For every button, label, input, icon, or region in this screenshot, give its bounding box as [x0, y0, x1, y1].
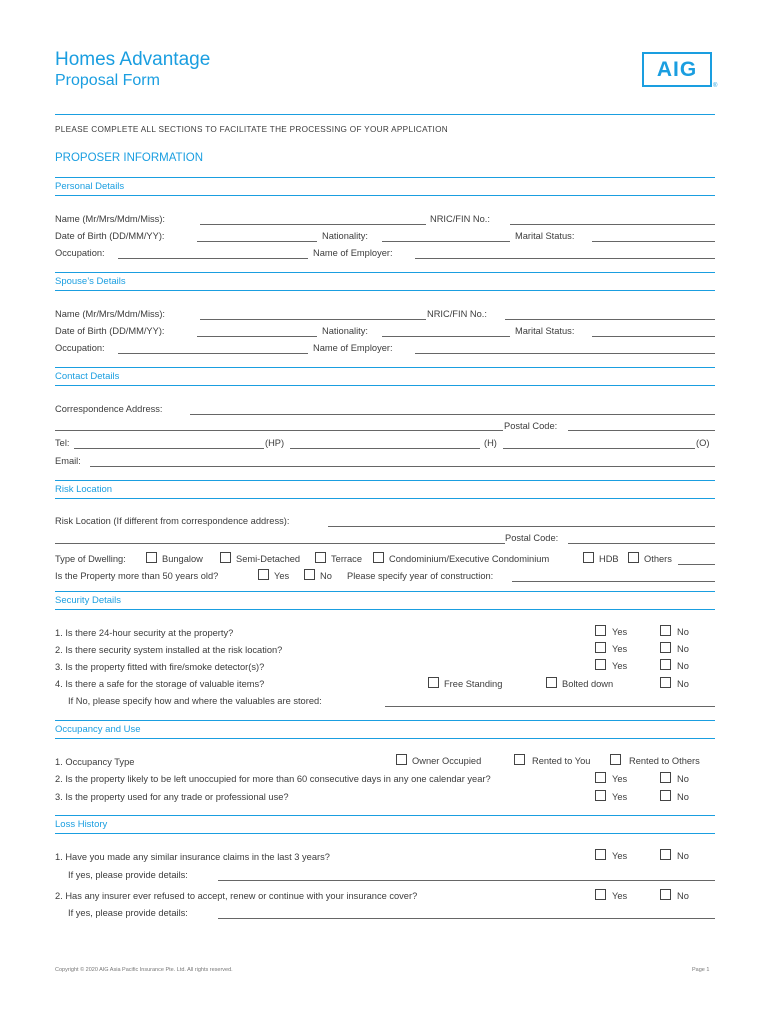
spouse-marital-field[interactable] [592, 336, 715, 337]
bolted-down-checkbox[interactable] [546, 677, 557, 688]
yes-label: Yes [274, 571, 290, 581]
property-age-no-checkbox[interactable] [304, 569, 315, 580]
email-label: Email: [55, 456, 81, 466]
yes-label: Yes [612, 792, 628, 802]
no-label: No [677, 792, 689, 802]
o-label: (O) [696, 438, 710, 448]
occupancy-q3-no-checkbox[interactable] [660, 790, 671, 801]
no-label: No [677, 679, 689, 689]
registered-mark: ® [713, 83, 718, 89]
h-label: (H) [484, 438, 497, 448]
tel-hp-field[interactable] [74, 448, 264, 449]
email-field[interactable] [90, 466, 715, 467]
security-question-1: 1. Is there 24-hour security at the property? [55, 628, 234, 638]
address-field[interactable] [190, 414, 715, 415]
name-field[interactable] [200, 224, 426, 225]
page-number: Page 1 [692, 967, 710, 973]
rented-to-others-label: Rented to Others [629, 756, 700, 766]
spouse-nationality-field[interactable] [382, 336, 510, 337]
no-label: No [320, 571, 332, 581]
name-label: Name (Mr/Mrs/Mdm/Miss): [55, 214, 166, 224]
loss-details-1-label: If yes, please provide details: [68, 870, 188, 880]
instruction-text: PLEASE COMPLETE ALL SECTIONS TO FACILITATE THE PROCESSING OF YOUR APPLICATION [55, 125, 448, 134]
property-age-question: Is the Property more than 50 years old? [55, 571, 219, 581]
spouse-marital-label: Marital Status: [515, 326, 575, 336]
occupation-field[interactable] [118, 258, 308, 259]
construction-year-label: Please specify year of construction: [347, 571, 494, 581]
occupancy-q3-yes-checkbox[interactable] [595, 790, 606, 801]
condominium-label: Condominium/Executive Condominium [389, 554, 550, 564]
spouse-occupation-field[interactable] [118, 353, 308, 354]
nric-field[interactable] [510, 224, 715, 225]
divider [55, 591, 715, 592]
free-standing-checkbox[interactable] [428, 677, 439, 688]
tel-label: Tel: [55, 438, 70, 448]
dob-field[interactable] [197, 241, 317, 242]
risk-location-field-line2[interactable] [55, 543, 505, 544]
others-checkbox[interactable] [628, 552, 639, 563]
nationality-label: Nationality: [322, 231, 368, 241]
spouse-employer-label: Name of Employer: [313, 343, 393, 353]
aig-logo: AIG [642, 52, 712, 87]
loss-q2-yes-checkbox[interactable] [595, 889, 606, 900]
loss-q1-yes-checkbox[interactable] [595, 849, 606, 860]
form-title: Homes Advantage [55, 49, 211, 70]
no-label: No [677, 891, 689, 901]
risk-postal-field[interactable] [568, 543, 715, 544]
others-label: Others [644, 554, 672, 564]
spouse-details-heading: Spouse’s Details [55, 276, 126, 287]
occupancy-heading: Occupancy and Use [55, 724, 141, 735]
occupancy-question-3: 3. Is the property used for any trade or professional use? [55, 792, 289, 802]
spouse-occupation-label: Occupation: [55, 343, 105, 353]
valuables-specify-field[interactable] [385, 706, 715, 707]
yes-label: Yes [612, 644, 628, 654]
employer-field[interactable] [415, 258, 715, 259]
owner-occupied-label: Owner Occupied [412, 756, 482, 766]
divider [55, 272, 715, 273]
spouse-name-field[interactable] [200, 319, 426, 320]
dwelling-label: Type of Dwelling: [55, 554, 126, 564]
divider [55, 720, 715, 721]
spouse-employer-field[interactable] [415, 353, 715, 354]
proposer-information-heading: PROPOSER INFORMATION [55, 152, 204, 164]
loss-question-1: 1. Have you made any similar insurance claims in the last 3 years? [55, 852, 330, 862]
loss-question-2: 2. Has any insurer ever refused to accept, renew or continue with your insurance cover? [55, 891, 418, 901]
rented-to-you-label: Rented to You [532, 756, 591, 766]
occupancy-question-2: 2. Is the property likely to be left unoccupied for more than 60 consecutive days in any one calendar year? [55, 774, 491, 784]
loss-details-2-label: If yes, please provide details: [68, 908, 188, 918]
hdb-checkbox[interactable] [583, 552, 594, 563]
security-q4-no-checkbox[interactable] [660, 677, 671, 688]
divider [55, 195, 715, 196]
loss-details-2-field[interactable] [218, 918, 715, 919]
divider [55, 367, 715, 368]
rented-to-you-checkbox[interactable] [514, 754, 525, 765]
tel-o-field[interactable] [503, 448, 695, 449]
address-field-line2[interactable] [55, 430, 503, 431]
hp-label: (HP) [265, 438, 285, 448]
nric-label: NRIC/FIN No.: [430, 214, 490, 224]
divider [55, 385, 715, 386]
divider [55, 114, 715, 115]
yes-label: Yes [612, 851, 628, 861]
risk-location-heading: Risk Location [55, 484, 113, 495]
security-q2-no-checkbox[interactable] [660, 642, 671, 653]
occupancy-question-1: 1. Occupancy Type [55, 757, 135, 767]
security-question-3: 3. Is the property fitted with fire/smoke detector(s)? [55, 662, 265, 672]
no-label: No [677, 661, 689, 671]
spouse-name-label: Name (Mr/Mrs/Mdm/Miss): [55, 309, 166, 319]
tel-h-field[interactable] [290, 448, 480, 449]
hdb-label: HDB [599, 554, 619, 564]
security-q2-yes-checkbox[interactable] [595, 642, 606, 653]
dob-label: Date of Birth (DD/MM/YY): [55, 231, 165, 241]
divider [55, 480, 715, 481]
divider [55, 177, 715, 178]
no-label: No [677, 627, 689, 637]
divider [55, 815, 715, 816]
employer-label: Name of Employer: [313, 248, 393, 258]
marital-status-label: Marital Status: [515, 231, 575, 241]
postal-code-label: Postal Code: [504, 421, 558, 431]
semi-detached-checkbox[interactable] [220, 552, 231, 563]
loss-details-1-field[interactable] [218, 880, 715, 881]
personal-details-heading: Personal Details [55, 181, 125, 192]
terrace-label: Terrace [331, 554, 362, 564]
contact-details-heading: Contact Details [55, 371, 120, 382]
no-label: No [677, 851, 689, 861]
nationality-field[interactable] [382, 241, 510, 242]
loss-q1-no-checkbox[interactable] [660, 849, 671, 860]
loss-q2-no-checkbox[interactable] [660, 889, 671, 900]
spouse-nric-field[interactable] [505, 319, 715, 320]
condominium-checkbox[interactable] [373, 552, 384, 563]
rented-to-others-checkbox[interactable] [610, 754, 621, 765]
yes-label: Yes [612, 661, 628, 671]
divider [55, 498, 715, 499]
yes-label: Yes [612, 891, 628, 901]
spouse-dob-field[interactable] [197, 336, 317, 337]
no-label: No [677, 774, 689, 784]
yes-label: Yes [612, 627, 628, 637]
divider [55, 738, 715, 739]
address-label: Correspondence Address: [55, 404, 163, 414]
security-q3-no-checkbox[interactable] [660, 659, 671, 670]
bolted-down-label: Bolted down [562, 679, 614, 689]
spouse-dob-label: Date of Birth (DD/MM/YY): [55, 326, 165, 336]
spouse-nric-label: NRIC/FIN No.: [427, 309, 487, 319]
owner-occupied-checkbox[interactable] [396, 754, 407, 765]
construction-year-field[interactable] [512, 581, 715, 582]
security-question-4: 4. Is there a safe for the storage of valuable items? [55, 679, 265, 689]
divider [55, 833, 715, 834]
risk-location-label: Risk Location (If different from correspondence address): [55, 516, 290, 526]
others-field[interactable] [678, 564, 715, 565]
postal-code-field[interactable] [568, 430, 715, 431]
bungalow-label: Bungalow [162, 554, 203, 564]
risk-postal-label: Postal Code: [505, 533, 559, 543]
property-age-yes-checkbox[interactable] [258, 569, 269, 580]
free-standing-label: Free Standing [444, 679, 503, 689]
terrace-checkbox[interactable] [315, 552, 326, 563]
divider [55, 290, 715, 291]
yes-label: Yes [612, 774, 628, 784]
semi-detached-label: Semi-Detached [236, 554, 301, 564]
occupation-label: Occupation: [55, 248, 105, 258]
divider [55, 609, 715, 610]
occupancy-q2-no-checkbox[interactable] [660, 772, 671, 783]
security-question-2: 2. Is there security system installed at the risk location? [55, 645, 283, 655]
risk-location-field[interactable] [328, 526, 715, 527]
security-q1-no-checkbox[interactable] [660, 625, 671, 636]
form-subtitle: Proposal Form [55, 72, 160, 89]
occupancy-q2-yes-checkbox[interactable] [595, 772, 606, 783]
no-label: No [677, 644, 689, 654]
security-q3-yes-checkbox[interactable] [595, 659, 606, 670]
copyright-text: Copyright © 2020 AIG Asia Pacific Insurance Pte. Ltd. All rights reserved. [55, 967, 233, 973]
security-q1-yes-checkbox[interactable] [595, 625, 606, 636]
loss-history-heading: Loss History [55, 819, 108, 830]
security-details-heading: Security Details [55, 595, 121, 606]
marital-status-field[interactable] [592, 241, 715, 242]
spouse-nationality-label: Nationality: [322, 326, 368, 336]
valuables-specify-label: If No, please specify how and where the valuables are stored: [68, 696, 322, 706]
bungalow-checkbox[interactable] [146, 552, 157, 563]
